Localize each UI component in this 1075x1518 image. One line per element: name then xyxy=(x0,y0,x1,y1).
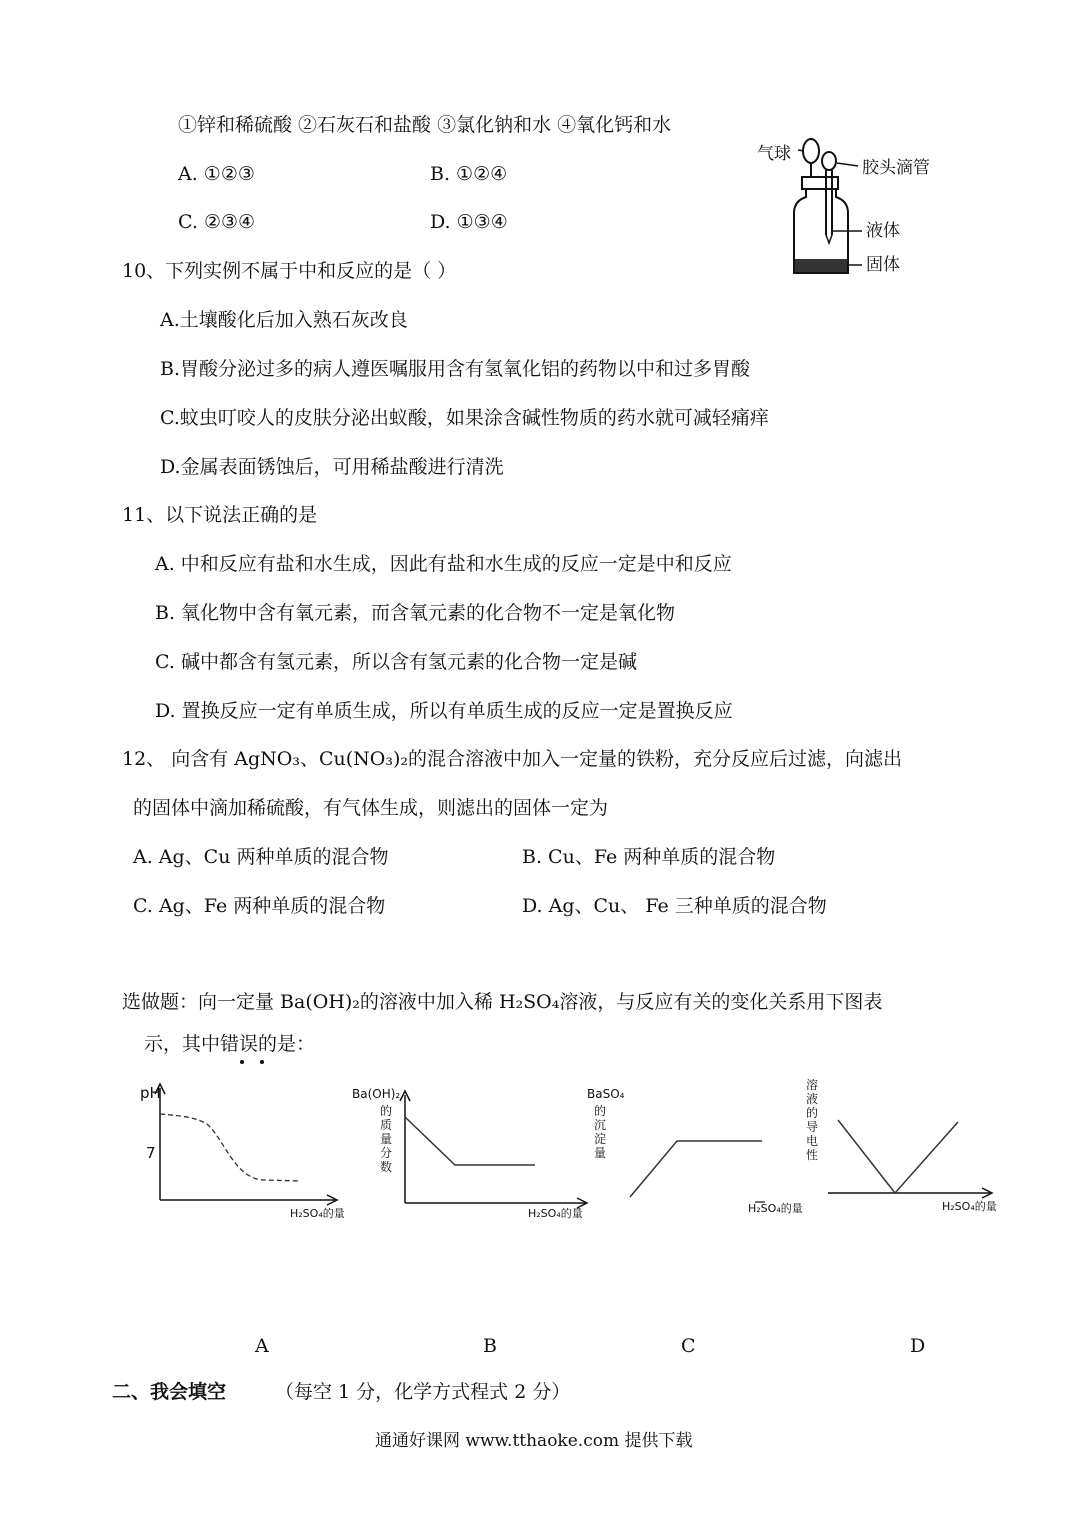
graph-a-xlabel: H₂SO₄的量 xyxy=(290,1207,345,1220)
conductivity-line xyxy=(838,1120,958,1193)
graph-c-caption: C xyxy=(681,1335,696,1357)
q12-stem-line1: 12、 向含有 AgNO₃、Cu(NO₃)₂的混合溶液中加入一定量的铁粉，充分反应后过滤，向滤出 xyxy=(122,748,902,770)
section2-note: （每空 1 分，化学方式程式 2 分） xyxy=(275,1381,571,1403)
graph-c-ylabel-top: BaSO₄ xyxy=(587,1087,625,1101)
q12-option-b: B. Cu、Fe 两种单质的混合物 xyxy=(522,846,776,868)
q9-option-c: C. ②③④ xyxy=(178,211,256,233)
graph-a-ytick: 7 xyxy=(146,1144,156,1162)
optional-line2: 示，其中错误的是： xyxy=(144,1033,316,1055)
solid-layer xyxy=(795,259,847,272)
label-balloon: 气球 xyxy=(757,144,791,164)
graph-b-caption: B xyxy=(483,1335,497,1357)
q12-option-d: D. Ag、Cu、 Fe 三种单质的混合物 xyxy=(522,895,827,917)
q12-stem-line2: 的固体中滴加稀硫酸，有气体生成，则滤出的固体一定为 xyxy=(133,797,609,819)
q11-stem: 11、以下说法正确的是 xyxy=(122,504,318,526)
emphasis-dot xyxy=(260,1060,264,1064)
q9-option-d: D. ①③④ xyxy=(430,211,508,233)
q11-option-b: B. 氧化物中含有氧元素，而含氧元素的化合物不一定是氧化物 xyxy=(155,602,676,624)
q10-option-b: B.胃酸分泌过多的病人遵医嘱服用含有氢氧化铝的药物以中和过多胃酸 xyxy=(160,358,751,380)
graph-b-ylabel-top: Ba(OH)₂ xyxy=(352,1087,401,1101)
graph-b-xlabel: H₂SO₄的量 xyxy=(528,1207,583,1220)
emphasis-dot xyxy=(240,1060,244,1064)
graph-d xyxy=(820,1080,1000,1210)
ph-curve xyxy=(160,1114,300,1181)
q10-option-d: D.金属表面锈蚀后，可用稀盐酸进行清洗 xyxy=(160,456,504,478)
section2-title: 二、我会填空 xyxy=(112,1381,227,1403)
label-solid: 固体 xyxy=(866,255,900,275)
q12-option-c: C. Ag、Fe 两种单质的混合物 xyxy=(133,895,386,917)
graph-c xyxy=(615,1085,775,1215)
baso4-line xyxy=(630,1141,762,1197)
q11-option-d: D. 置换反应一定有单质生成，所以有单质生成的反应一定是置换反应 xyxy=(155,700,733,722)
q11-option-a: A. 中和反应有盐和水生成，因此有盐和水生成的反应一定是中和反应 xyxy=(155,553,732,575)
optional-line1: 选做题：向一定量 Ba(OH)₂的溶液中加入稀 H₂SO₄溶液，与反应有关的变化关系用下图表 xyxy=(122,991,883,1013)
graph-c-xlabel: H₂SO₄的量 xyxy=(748,1202,803,1215)
footer: 通通好课网 www.tthaoke.com 提供下载 xyxy=(375,1431,693,1451)
graph-b xyxy=(385,1085,605,1215)
graph-a-caption: A xyxy=(255,1335,269,1357)
dropper-bulb xyxy=(822,152,836,170)
graph-b-ylabel-rest: 的质量分数 xyxy=(380,1104,393,1174)
label-liquid: 液体 xyxy=(866,221,900,241)
baoh2-line xyxy=(405,1117,535,1165)
q10-stem: 10、下列实例不属于中和反应的是（ ） xyxy=(122,260,457,282)
graph-a xyxy=(135,1080,355,1220)
balloon-shape xyxy=(803,139,819,163)
graph-d-ylabel: 溶液的导电性 xyxy=(806,1078,819,1162)
label-dropper: 胶头滴管 xyxy=(862,158,930,178)
q9-option-a: A. ①②③ xyxy=(178,163,255,185)
q10-option-c: C.蚊虫叮咬人的皮肤分泌出蚁酸，如果涂含碱性物质的药水就可减轻痛痒 xyxy=(160,407,769,429)
q11-option-c: C. 碱中都含有氢元素，所以含有氢元素的化合物一定是碱 xyxy=(155,651,637,673)
q9-options-line: ①锌和稀硫酸 ②石灰石和盐酸 ③氯化钠和水 ④氧化钙和水 xyxy=(178,114,672,136)
graph-d-xlabel: H₂SO₄的量 xyxy=(942,1200,997,1213)
graph-c-ylabel-rest: 的沉淀量 xyxy=(594,1104,607,1160)
q12-option-a: A. Ag、Cu 两种单质的混合物 xyxy=(133,846,389,868)
graph-d-caption: D xyxy=(910,1335,926,1357)
graph-a-ylabel: pH xyxy=(140,1084,161,1102)
q9-option-b: B. ①②④ xyxy=(430,163,508,185)
q10-option-a: A.土壤酸化后加入熟石灰改良 xyxy=(160,309,408,331)
